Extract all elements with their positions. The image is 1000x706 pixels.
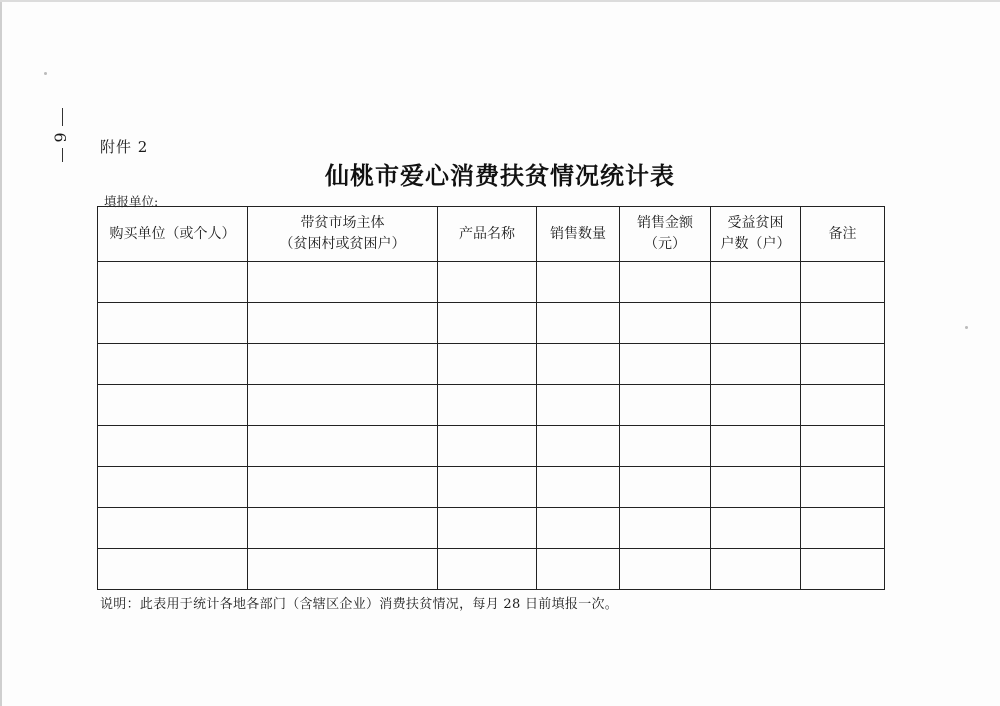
footnote: 说明：此表用于统计各地各部门（含辖区企业）消费扶贫情况，每月 28 日前填报一次。 — [100, 597, 619, 612]
table-cell — [711, 467, 801, 508]
table-cell — [248, 262, 438, 303]
table-cell — [801, 385, 885, 426]
table-cell — [620, 344, 711, 385]
table-cell — [438, 549, 537, 590]
table-cell — [537, 303, 620, 344]
attachment-label: 附件 2 — [100, 138, 149, 156]
document-title: 仙桃市爱心消费扶贫情况统计表 — [325, 162, 675, 190]
table-cell — [248, 303, 438, 344]
table-cell — [801, 344, 885, 385]
table-row — [98, 385, 885, 426]
table-cell — [801, 426, 885, 467]
table-cell — [98, 344, 248, 385]
table-cell — [620, 303, 711, 344]
table-cell — [537, 344, 620, 385]
table-cell — [537, 467, 620, 508]
table-cell — [620, 467, 711, 508]
table-cell — [711, 508, 801, 549]
table-cell — [620, 426, 711, 467]
page-number-dash-top — [62, 108, 63, 126]
table-cell — [98, 303, 248, 344]
table-cell — [438, 385, 537, 426]
table-cell — [98, 262, 248, 303]
table-cell — [248, 385, 438, 426]
table-cell — [248, 344, 438, 385]
table-cell — [98, 385, 248, 426]
scan-speck — [44, 72, 47, 75]
table-cell — [248, 467, 438, 508]
table-cell — [537, 508, 620, 549]
table-cell — [620, 385, 711, 426]
header-remarks: 备注 — [801, 207, 885, 262]
table-cell — [438, 262, 537, 303]
table-row — [98, 467, 885, 508]
statistics-table — [97, 206, 885, 590]
table-row — [98, 344, 885, 385]
table-cell — [438, 426, 537, 467]
table-cell — [620, 508, 711, 549]
header-sales-amount: 销售金额 （元） — [620, 207, 711, 262]
table-cell — [620, 262, 711, 303]
header-product-name: 产品名称 — [438, 207, 537, 262]
fill-unit-label: 填报单位: — [104, 194, 159, 209]
table-cell — [711, 549, 801, 590]
scan-edge — [0, 0, 2, 706]
table-cell — [801, 262, 885, 303]
table-row — [98, 303, 885, 344]
table-cell — [438, 508, 537, 549]
table-cell — [248, 508, 438, 549]
table-cell — [711, 385, 801, 426]
table-cell — [711, 262, 801, 303]
table-cell — [711, 344, 801, 385]
header-market-entity: 带贫市场主体 （贫困村或贫困户） — [248, 207, 438, 262]
table-header-row — [98, 207, 885, 262]
table-row — [98, 426, 885, 467]
header-sales-quantity: 销售数量 — [537, 207, 620, 262]
header-beneficiary-households: 受益贫困 户数（户） — [711, 207, 801, 262]
table-cell — [98, 508, 248, 549]
page-number-value: 6 — [50, 132, 70, 143]
table-cell — [711, 303, 801, 344]
scan-edge-top — [0, 0, 1000, 2]
table-cell — [98, 467, 248, 508]
table-cell — [438, 467, 537, 508]
table-cell — [537, 549, 620, 590]
table-cell — [620, 549, 711, 590]
table-cell — [248, 426, 438, 467]
table-row — [98, 549, 885, 590]
table-row — [98, 262, 885, 303]
table-cell — [98, 426, 248, 467]
table-cell — [801, 467, 885, 508]
table-cell — [711, 426, 801, 467]
table-cell — [438, 344, 537, 385]
table-cell — [801, 303, 885, 344]
table-cell — [801, 549, 885, 590]
table-cell — [537, 385, 620, 426]
table-cell — [801, 508, 885, 549]
table-cell — [98, 549, 248, 590]
table-cell — [248, 549, 438, 590]
table-cell — [537, 426, 620, 467]
table-cell — [537, 262, 620, 303]
table-cell — [438, 303, 537, 344]
table-row — [98, 508, 885, 549]
header-buyer: 购买单位（或个人） — [98, 207, 248, 262]
scan-speck — [965, 326, 968, 329]
